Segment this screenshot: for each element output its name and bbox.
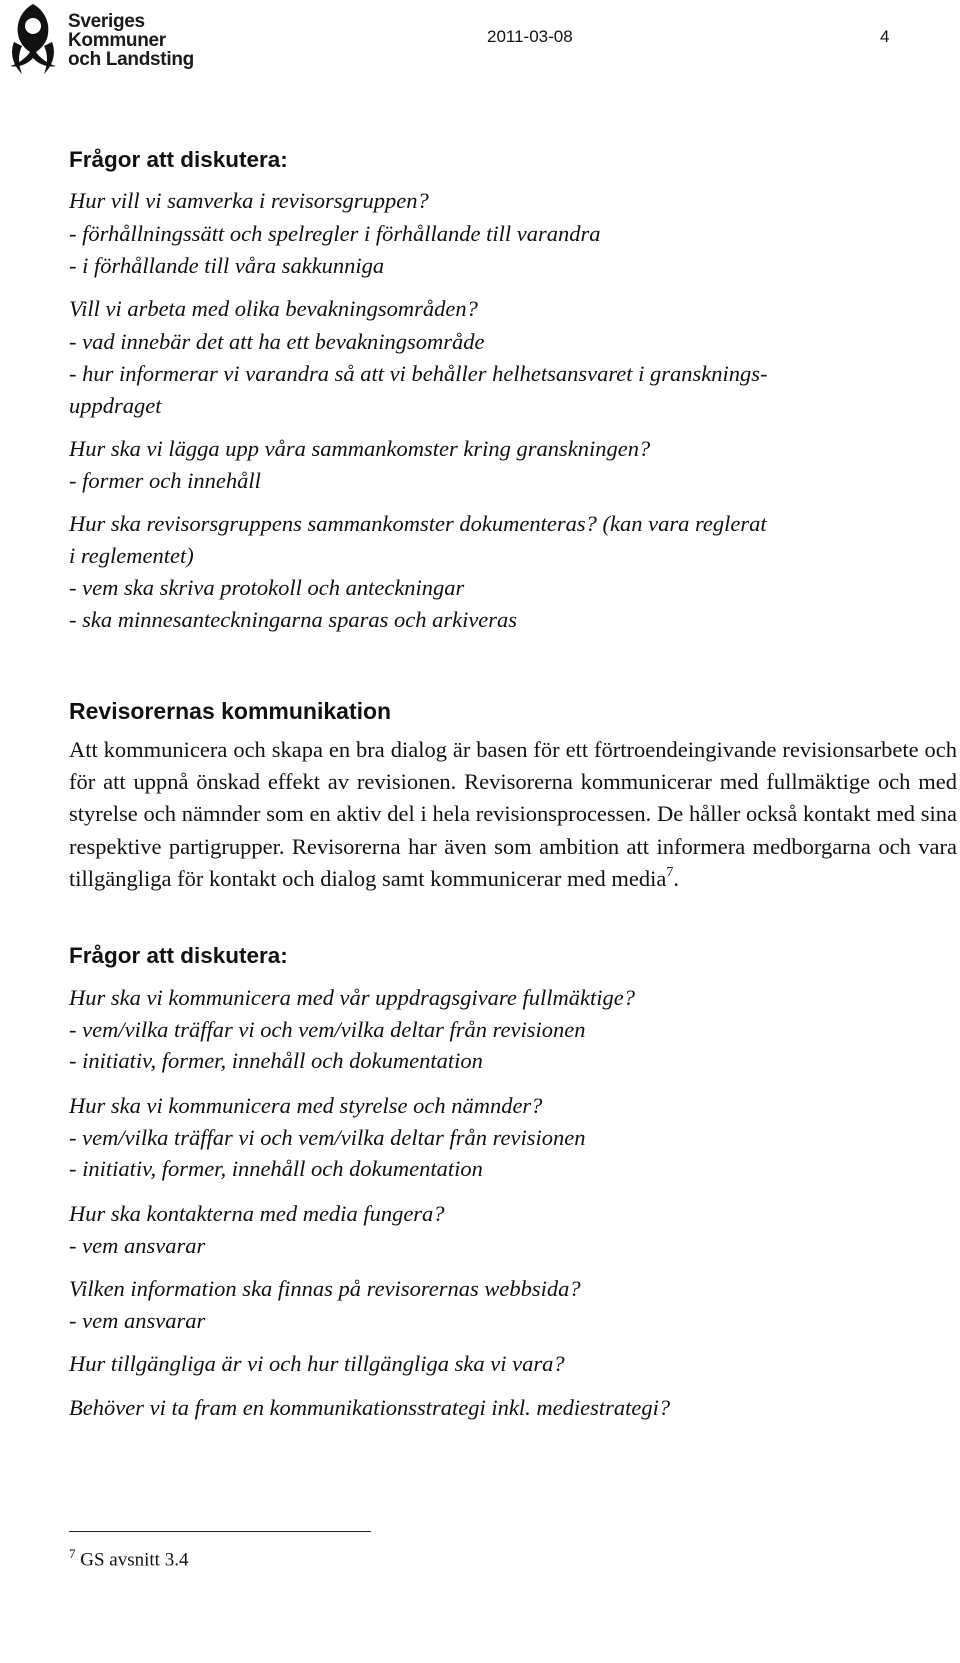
communication-paragraph-text: Att kommunicera och skapa en bra dialog är basen för ett förtroendeingivande revisionsarbete och för att uppnå önskad effekt av revisionen. Revisorerna kommunicerar med fullmäktige och med styrelse och nämnder som en aktiv del i hela revisionsprocessen. De håller också kontakt med sina respektive partigrupper. Revisorerna har även som ambition att informera medborgarna och vara tillgängliga för kontakt och dialog samt kommunicerar med media xyxy=(69,737,957,891)
communication-paragraph-end: . xyxy=(673,865,679,891)
logo-line-2: Kommuner xyxy=(68,30,166,51)
footnote xyxy=(69,1546,188,1571)
section-heading-communication: Revisorernas kommunikation xyxy=(69,698,392,724)
question-3-item-1: - former och innehåll xyxy=(69,468,261,493)
discussion-heading-2: Frågor att diskutera: xyxy=(69,943,288,968)
question-1: Hur vill vi samverka i revisorsgruppen? xyxy=(69,188,429,213)
question-4-item-2: - ska minnesanteckningarna sparas och arkiveras xyxy=(69,607,518,632)
comm-question-1: Hur ska vi kommunicera med vår uppdragsgivare fullmäktige? xyxy=(69,985,635,1010)
question-1-item-2: - i förhållande till våra sakkunniga xyxy=(69,253,385,278)
document-date: 2011-03-08 xyxy=(487,27,573,46)
question-4-text: Hur ska revisorsgruppens sammankomster dokumenteras? xyxy=(69,511,597,536)
question-2-item-1: - vad innebär det att ha ett bevakningsområde xyxy=(69,329,485,354)
question-4-note: (kan vara reglerat xyxy=(602,511,767,536)
comm-question-4: Vilken information ska finnas på revisorernas webbsida? xyxy=(69,1276,581,1301)
page-number: 4 xyxy=(880,27,890,46)
logo-line-3: och Landsting xyxy=(68,49,194,70)
footnote-reference: 7 xyxy=(666,865,674,881)
logo-emblem-icon xyxy=(4,2,62,78)
communication-paragraph xyxy=(69,734,957,895)
comm-question-2: Hur ska vi kommunicera med styrelse och nämnder? xyxy=(69,1093,543,1118)
comm-question-3-item-1: - vem ansvarar xyxy=(69,1233,206,1258)
comm-question-1-item-2: - initiativ, former, innehåll och dokumentation xyxy=(69,1048,483,1073)
footnote-separator xyxy=(69,1531,371,1532)
question-1-item-1: - förhållningssätt och spelregler i förhållande till varandra xyxy=(69,221,601,246)
comm-question-5: Hur tillgängliga är vi och hur tillgängliga ska vi vara? xyxy=(69,1351,565,1376)
comm-question-6: Behöver vi ta fram en kommunikationsstrategi inkl. mediestrategi? xyxy=(69,1395,671,1420)
discussion-heading-1: Frågor att diskutera: xyxy=(69,147,288,172)
comm-question-3: Hur ska kontakterna med media fungera? xyxy=(69,1201,445,1226)
question-4 xyxy=(69,512,767,536)
question-2: Vill vi arbeta med olika bevakningsområden? xyxy=(69,296,478,321)
logo-line-1: Sveriges xyxy=(68,11,145,32)
comm-question-1-item-1: - vem/vilka träffar vi och vem/vilka deltar från revisionen xyxy=(69,1017,586,1042)
question-4-item-1: - vem ska skriva protokoll och anteckningar xyxy=(69,575,465,600)
question-4-continuation: i reglementet) xyxy=(69,543,194,568)
comm-question-2-item-2: - initiativ, former, innehåll och dokumentation xyxy=(69,1156,483,1181)
question-2-item-2: - hur informerar vi varandra så att vi behåller helhetsansvaret i gransknings- xyxy=(69,361,768,386)
org-logo xyxy=(4,2,194,78)
question-3: Hur ska vi lägga upp våra sammankomster kring granskningen? xyxy=(69,436,651,461)
footnote-number: 7 xyxy=(69,1546,76,1561)
comm-question-4-item-1: - vem ansvarar xyxy=(69,1308,206,1333)
comm-question-2-item-1: - vem/vilka träffar vi och vem/vilka deltar från revisionen xyxy=(69,1125,586,1150)
question-2-item-3: uppdraget xyxy=(69,393,162,418)
footnote-text: GS avsnitt 3.4 xyxy=(80,1549,189,1571)
